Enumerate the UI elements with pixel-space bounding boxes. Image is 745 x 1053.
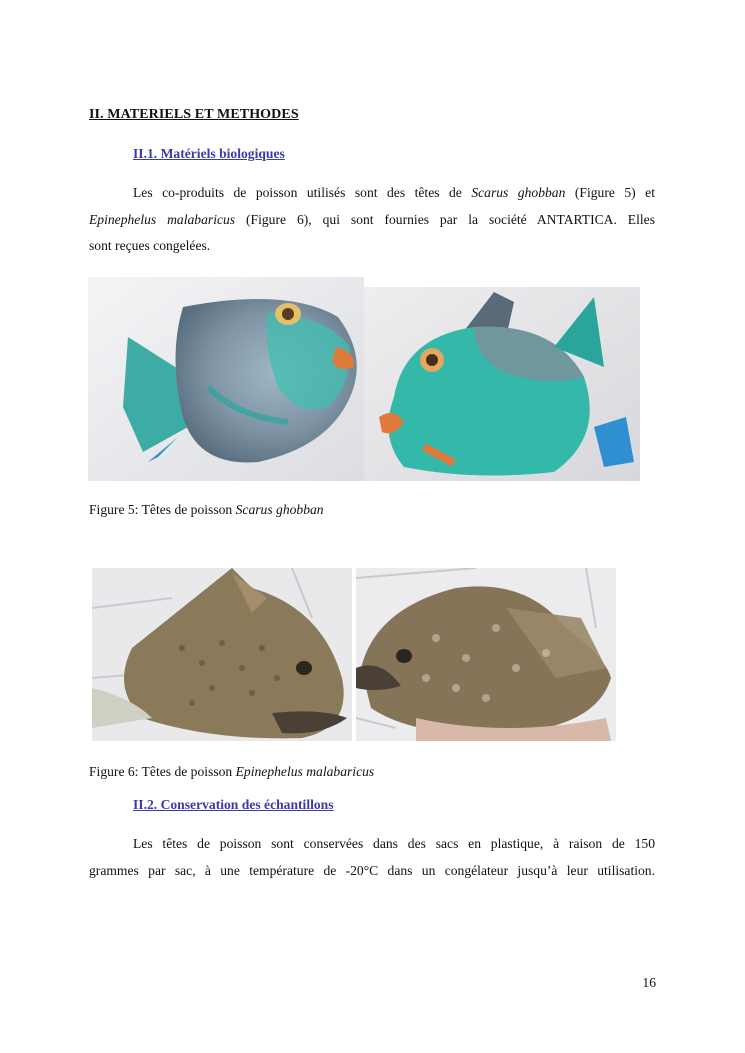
- text-span: Les têtes de poisson sont conservées dans des sacs en plastique, à raison de 150: [133, 836, 655, 851]
- subsection-heading-biological-materials: II.1. Matériels biologiques: [133, 146, 285, 161]
- page-number: 16: [642, 975, 656, 990]
- photo-epinephelus-head-left: [92, 568, 352, 741]
- paragraph-line: [89, 831, 655, 858]
- grouper-head-left-image: [92, 568, 352, 741]
- paragraph-line: [89, 180, 655, 207]
- text-span: Les co-produits de poisson utilisés sont des têtes de: [133, 185, 472, 200]
- caption-text: Figure 6: Têtes de poisson: [89, 764, 236, 779]
- species-name: Scarus ghobban: [471, 185, 566, 200]
- figure5-caption: [89, 502, 324, 518]
- paragraph-line: [89, 207, 655, 234]
- species-name: Epinephelus malabaricus: [235, 764, 375, 779]
- photo-scarus-head-left: [88, 277, 364, 481]
- grouper-head-right-image: [356, 568, 616, 741]
- text-span: (Figure 5) et: [565, 185, 655, 200]
- text-span: (Figure 6), qui sont fournies par la société ANTARTICA. Elles: [235, 211, 655, 227]
- paragraph-line: grammes par sac, à une température de -20°C dans un congélateur jusqu’à leur utilisation.: [89, 862, 655, 878]
- subsection-heading-sample-storage: II.2. Conservation des échantillons: [133, 797, 334, 812]
- section-heading: II. MATERIELS ET METHODES: [89, 107, 299, 122]
- species-name: Scarus ghobban: [235, 502, 324, 517]
- paragraph-sample-storage: [89, 831, 655, 884]
- photo-epinephelus-head-right: [356, 568, 616, 741]
- paragraph-biological-materials: [89, 180, 655, 260]
- caption-text: Figure 5: Têtes de poisson: [89, 502, 236, 517]
- paragraph-line: sont reçues congelées.: [89, 238, 211, 253]
- parrotfish-head-left-image: [88, 277, 364, 481]
- parrotfish-head-right-image: [364, 287, 640, 481]
- figure6-caption: [89, 764, 374, 780]
- photo-scarus-head-right: [364, 287, 640, 481]
- species-name: Epinephelus malabaricus: [89, 211, 236, 227]
